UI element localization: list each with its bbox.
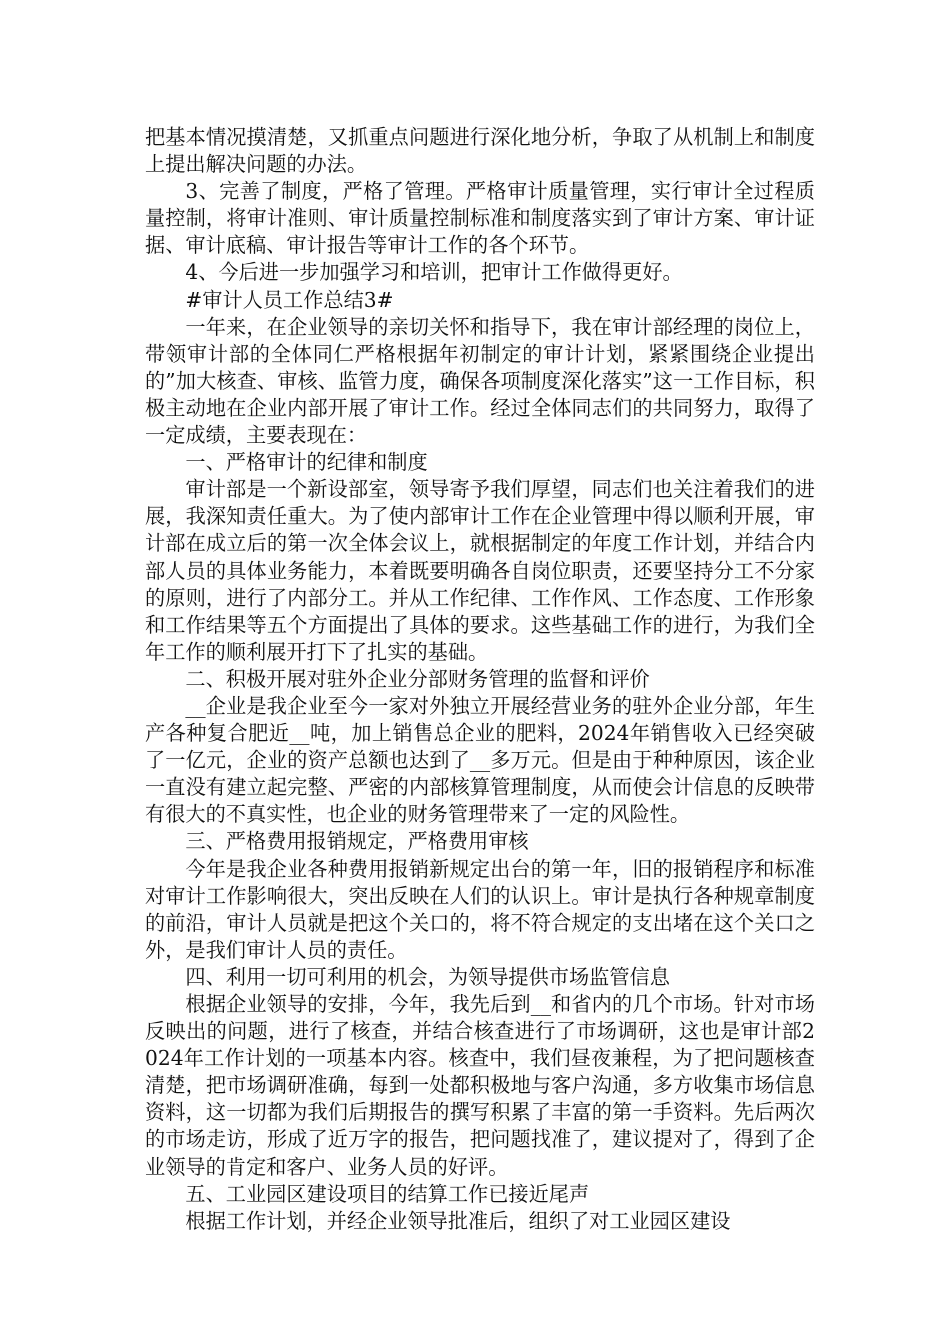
paragraph: 审计部是一个新设部室，领导寄予我们厚望，同志们也关注着我们的进展，我深知责任重大。为了使内部审计工作在企业管理中得以顺利开展，审计部在成立后的第一次全体会议上，就根据制定的年度工作计划，并结合内部人员的具体业务能力，本着既要明确各自岗位职责，还要坚持分工不分家的原则，进行了内部分工。并从工作纪律、工作作风、工作态度、工作形象和工作结果等五个方面提出了具体的要求。这些基础工作的进行，为我们全年工作的顺利展开打下了扎实的基础。	[145, 477, 815, 664]
paragraph: 根据工作计划，并经企业领导批准后，组织了对工业园区建设	[185, 1208, 731, 1233]
section-heading: #审计人员工作总结3#	[185, 287, 394, 312]
section-heading: 三、严格费用报销规定，严格费用审核	[185, 829, 529, 854]
section-heading: 五、工业园区建设项目的结算工作已接近尾声	[185, 1181, 590, 1206]
section-heading: 四、利用一切可利用的机会，为领导提供市场监管信息	[185, 964, 670, 989]
paragraph: 把基本情况摸清楚，又抓重点问题进行深化地分析，争取了从机制上和制度上提出解决问题的办法。	[145, 125, 815, 177]
document-page	[145, 124, 815, 1235]
section-heading: 二、积极开展对驻外企业分部财务管理的监督和评价	[185, 666, 650, 691]
paragraph: 3、完善了制度，严格了管理。严格审计质量管理，实行审计全过程质量控制，将审计准则、审计质量控制标准和制度落实到了审计方案、审计证据、审计底稿、审计报告等审计工作的各个环节。	[145, 179, 815, 258]
paragraph: 一年来，在企业领导的亲切关怀和指导下，我在审计部经理的岗位上，带领审计部的全体同仁严格根据年初制定的审计计划，紧紧围绕企业提出的”加大核查、审核、监管力度，确保各项制度深化落实”这一工作目标，积极主动地在企业内部开展了审计工作。经过全体同志们的共同努力，取得了一定成绩，主要表现在：	[145, 314, 815, 448]
paragraph: 根据企业领导的安排，今年，我先后到__和省内的几个市场。针对市场反映出的问题，进行了核查，并结合核查进行了市场调研，这也是审计部2024年工作计划的一项基本内容。核查中，我们昼夜兼程，为了把问题核查清楚，把市场调研准确，每到一处都积极地与客户沟通，多方收集市场信息资料，这一切都为我们后期报告的撰写积累了丰富的第一手资料。先后两次的市场走访，形成了近万字的报告，把问题找准了，建议提对了，得到了企业领导的肯定和客户、业务人员的好评。	[145, 992, 815, 1179]
paragraph: __企业是我企业至今一家对外独立开展经营业务的驻外企业分部，年生产各种复合肥近__吨，加上销售总企业的肥料，2024年销售收入已经突破了一亿元，企业的资产总额也达到了__多万元。但是由于种种原因，该企业一直没有建立起完整、严密的内部核算管理制度，从而使会计信息的反映带有很大的不真实性，也企业的财务管理带来了一定的风险性。	[145, 693, 815, 827]
section-heading: 一、严格审计的纪律和制度	[185, 450, 428, 475]
paragraph: 4、今后进一步加强学习和培训，把审计工作做得更好。	[185, 260, 683, 285]
paragraph: 今年是我企业各种费用报销新规定出台的第一年，旧的报销程序和标准对审计工作影响很大，突出反映在人们的认识上。审计是执行各种规章制度的前沿，审计人员就是把这个关口的，将不符合规定的支出堵在这个关口之外，是我们审计人员的责任。	[145, 856, 815, 962]
